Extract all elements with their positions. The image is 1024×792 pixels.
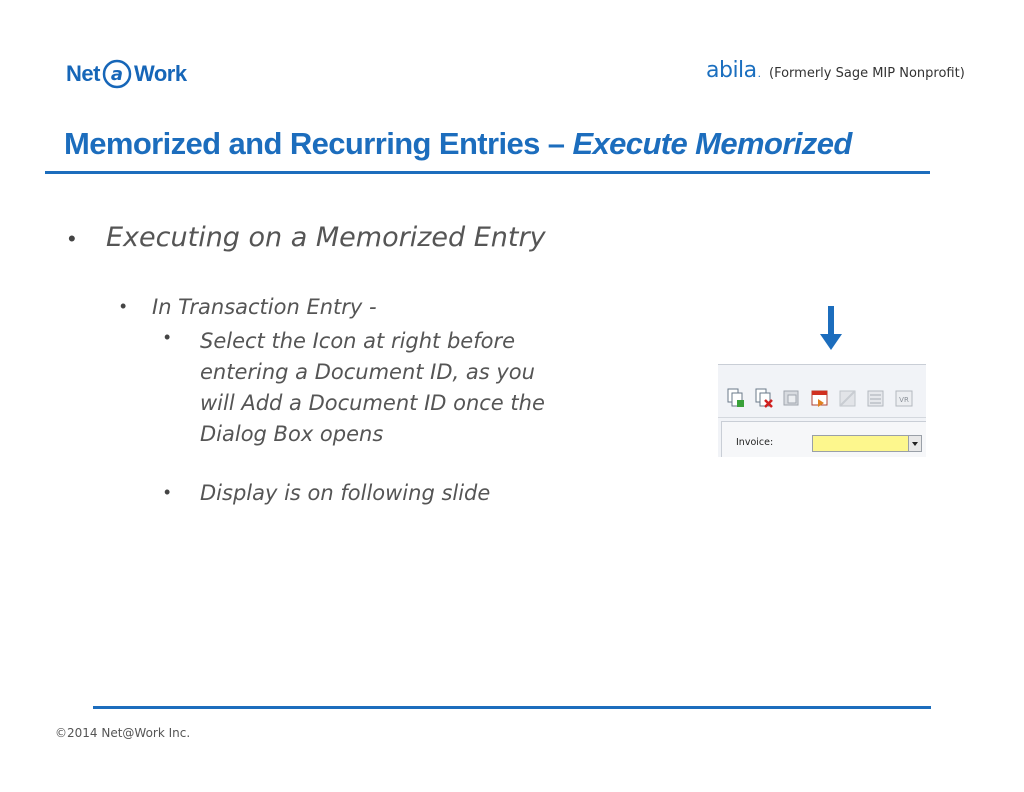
invoice-field[interactable] — [812, 435, 922, 452]
at-symbol-icon — [102, 59, 132, 89]
execute-memorized-icon[interactable] — [810, 387, 830, 409]
memorize-icon[interactable] — [782, 387, 802, 409]
netatwork-logo — [66, 54, 187, 94]
bullet-level2: • — [120, 296, 127, 316]
toolbar — [718, 383, 926, 413]
copyright-text: ©2014 Net@Work Inc. — [55, 726, 191, 740]
vr-icon[interactable] — [894, 387, 914, 409]
abila-formerly: (Formerly Sage MIP Nonprofit) — [769, 66, 965, 81]
title-main: Memorized and Recurring Entries – — [64, 126, 573, 161]
svg-text:VR: VR — [899, 396, 909, 404]
disabled-icon[interactable] — [838, 387, 858, 409]
bullet-level3-a: • — [164, 327, 171, 347]
title-italic: Execute Memorized — [572, 126, 852, 161]
abila-dot: . — [757, 66, 761, 80]
copy-add-icon[interactable] — [726, 387, 746, 409]
logo-work-text: Work — [133, 61, 187, 86]
logo-net-text: Net — [66, 61, 100, 86]
bullet-select-icon: Select the Icon at right before entering a Document ID, as you will Add a Document ID once the Dialog Box opens — [200, 329, 545, 446]
invoice-panel — [721, 421, 926, 457]
distribute-icon[interactable] — [866, 387, 886, 409]
bullet-executing: Executing on a Memorized Entry — [106, 222, 546, 253]
abila-logo — [706, 58, 965, 83]
down-arrow-icon — [818, 306, 844, 352]
toolbar-screenshot — [718, 364, 926, 457]
svg-text:a: a — [110, 64, 124, 85]
copy-delete-icon[interactable] — [754, 387, 774, 409]
bullet-level1: • — [68, 226, 76, 251]
abila-brand: abila — [706, 58, 757, 83]
title-divider — [45, 171, 930, 174]
toolbar-separator — [718, 417, 926, 418]
bullet-transaction-entry: In Transaction Entry - — [152, 295, 377, 319]
slide-title — [64, 126, 852, 162]
footer-divider — [93, 706, 931, 709]
bullet-level3-b: • — [164, 482, 171, 502]
invoice-label: Invoice: — [736, 437, 774, 448]
chevron-down-icon[interactable] — [908, 436, 921, 451]
bullet-display: Display is on following slide — [200, 481, 491, 505]
